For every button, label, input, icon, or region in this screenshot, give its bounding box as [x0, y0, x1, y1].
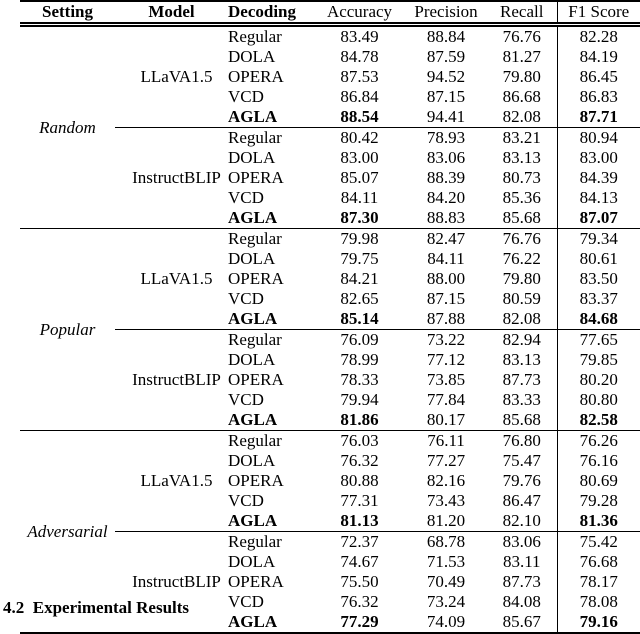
model-label: LLaVA1.5 — [115, 431, 228, 532]
cell-recall: 79.76 — [502, 471, 541, 490]
column-header-f1-score: F1 Score — [557, 1, 640, 25]
cell-accuracy: 85.07 — [340, 168, 379, 187]
cell-f1-score: 84.13 — [557, 188, 640, 208]
cell-decoding: AGLA — [228, 410, 278, 429]
cell-recall: 81.27 — [502, 47, 541, 66]
cell-recall: 83.13 — [502, 148, 541, 167]
cell-accuracy: 80.42 — [314, 128, 405, 149]
cell-precision: 88.83 — [426, 208, 466, 227]
cell-accuracy: 87.53 — [340, 67, 379, 86]
cell-accuracy: 76.32 — [340, 592, 379, 611]
cell-precision: 73.43 — [426, 491, 466, 510]
cell-accuracy: 80.88 — [340, 471, 379, 490]
cell-precision: 88.00 — [426, 269, 466, 288]
cell-recall: 83.33 — [502, 390, 541, 409]
cell-precision: 73.24 — [426, 592, 466, 611]
cell-f1-score: 80.20 — [557, 370, 640, 390]
cell-f1-score: 78.17 — [557, 572, 640, 592]
cell-accuracy: 79.94 — [340, 390, 379, 409]
cell-precision: 82.16 — [426, 471, 466, 490]
model-label: InstructBLIP — [115, 330, 228, 431]
cell-accuracy: 76.32 — [340, 451, 379, 470]
cell-accuracy: 74.67 — [340, 552, 379, 571]
cell-decoding: Regular — [228, 27, 282, 46]
model-label: LLaVA1.5 — [115, 229, 228, 330]
cell-decoding: DOLA — [228, 451, 276, 470]
setting-label: Random — [39, 117, 96, 137]
cell-f1-score: 76.68 — [557, 552, 640, 572]
cell-f1-score: 83.37 — [557, 289, 640, 309]
cell-accuracy: 81.86 — [340, 410, 379, 429]
cell-recall: 83.21 — [487, 128, 557, 149]
cell-precision: 68.78 — [405, 532, 487, 553]
cell-decoding: DOLA — [228, 148, 276, 167]
cell-f1-score: 80.80 — [557, 390, 640, 410]
header-row — [20, 1, 640, 25]
cell-precision: 80.17 — [426, 410, 466, 429]
cell-precision: 76.11 — [405, 431, 487, 452]
cell-precision: 82.47 — [405, 229, 487, 250]
column-header-decoding: Decoding — [228, 1, 314, 25]
cell-f1-score: 80.61 — [557, 249, 640, 269]
cell-recall: 85.67 — [502, 612, 541, 631]
cell-f1-score: 81.36 — [557, 511, 640, 532]
cell-f1-score: 86.45 — [557, 67, 640, 87]
cell-accuracy: 88.54 — [340, 107, 379, 126]
cell-f1-score: 84.68 — [557, 309, 640, 330]
cell-f1-score: 77.65 — [557, 330, 640, 351]
cell-precision: 73.85 — [426, 370, 466, 389]
cell-decoding: VCD — [228, 87, 264, 106]
cell-f1-score: 86.83 — [557, 87, 640, 107]
cell-recall: 76.76 — [487, 229, 557, 250]
cell-accuracy: 87.30 — [340, 208, 379, 227]
cell-f1-score: 76.26 — [557, 431, 640, 452]
cell-recall: 83.11 — [502, 552, 541, 571]
cell-precision: 87.88 — [426, 309, 466, 328]
cell-recall: 82.94 — [487, 330, 557, 351]
cell-recall: 76.80 — [487, 431, 557, 452]
cell-decoding: Regular — [228, 330, 314, 351]
cell-decoding: OPERA — [228, 471, 284, 490]
cell-f1-score: 78.08 — [557, 592, 640, 612]
cell-accuracy: 78.99 — [340, 350, 379, 369]
cell-decoding: Regular — [228, 128, 314, 149]
cell-accuracy: 76.09 — [314, 330, 405, 351]
cell-decoding: AGLA — [228, 107, 278, 126]
cell-recall: 83.13 — [502, 350, 541, 369]
cell-decoding: Regular — [228, 532, 314, 553]
cell-accuracy: 79.98 — [314, 229, 405, 250]
cell-precision: 73.22 — [405, 330, 487, 351]
cell-decoding: VCD — [228, 390, 264, 409]
cell-recall: 85.36 — [502, 188, 541, 207]
cell-f1-score: 82.28 — [557, 25, 640, 48]
cell-precision: 88.84 — [426, 27, 466, 46]
cell-precision: 77.27 — [426, 451, 466, 470]
cell-recall: 87.73 — [502, 370, 541, 389]
cell-f1-score: 79.28 — [557, 491, 640, 511]
cell-recall: 85.68 — [502, 410, 541, 429]
column-header-precision: Precision — [405, 1, 487, 25]
model-label: InstructBLIP — [115, 532, 228, 634]
cell-decoding: AGLA — [228, 208, 278, 227]
cell-precision: 84.20 — [426, 188, 466, 207]
cell-accuracy: 77.29 — [340, 612, 379, 631]
model-label: LLaVA1.5 — [140, 67, 213, 86]
cell-recall: 87.73 — [502, 572, 541, 591]
cell-f1-score: 83.50 — [557, 269, 640, 289]
cell-recall: 75.47 — [502, 451, 541, 470]
cell-precision: 71.53 — [426, 552, 466, 571]
column-header-accuracy: Accuracy — [314, 1, 405, 25]
cell-recall: 86.47 — [502, 491, 541, 510]
column-header-model: Model — [115, 1, 228, 25]
cell-f1-score: 79.34 — [557, 229, 640, 250]
cell-decoding: VCD — [228, 491, 264, 510]
cell-decoding: DOLA — [228, 350, 276, 369]
cell-accuracy: 84.11 — [340, 188, 379, 207]
cell-recall: 76.76 — [502, 27, 541, 46]
cell-recall: 80.59 — [502, 289, 541, 308]
cell-recall: 82.08 — [502, 107, 541, 126]
cell-decoding: Regular — [228, 229, 314, 250]
cell-precision: 94.52 — [426, 67, 466, 86]
cell-precision: 83.06 — [426, 148, 466, 167]
cell-decoding: AGLA — [228, 612, 278, 631]
cell-accuracy: 85.14 — [340, 309, 379, 328]
cell-accuracy: 77.31 — [340, 491, 379, 510]
cell-decoding: VCD — [228, 188, 264, 207]
cell-f1-score: 76.16 — [557, 451, 640, 471]
cell-precision: 81.20 — [426, 511, 466, 530]
cell-recall: 82.10 — [502, 511, 541, 530]
cell-recall: 82.08 — [502, 309, 541, 328]
cell-accuracy: 78.33 — [340, 370, 379, 389]
cell-precision: 78.93 — [405, 128, 487, 149]
cell-precision: 87.15 — [426, 289, 466, 308]
cell-accuracy: 75.50 — [340, 572, 379, 591]
cell-decoding: OPERA — [228, 67, 284, 86]
cell-accuracy: 72.37 — [314, 532, 405, 553]
cell-decoding: OPERA — [228, 269, 284, 288]
cell-accuracy: 79.75 — [340, 249, 379, 268]
cell-f1-score: 79.85 — [557, 350, 640, 370]
cell-precision: 70.49 — [426, 572, 466, 591]
cell-accuracy: 83.49 — [340, 27, 379, 46]
cell-accuracy: 84.21 — [340, 269, 379, 288]
cell-accuracy: 86.84 — [340, 87, 379, 106]
cell-decoding: DOLA — [228, 552, 276, 571]
cell-f1-score: 87.71 — [557, 107, 640, 128]
cell-f1-score: 83.00 — [557, 148, 640, 168]
cell-recall: 79.80 — [502, 67, 541, 86]
cell-precision: 87.15 — [426, 87, 466, 106]
cell-decoding: AGLA — [228, 309, 278, 328]
cell-decoding: OPERA — [228, 572, 284, 591]
table-row — [20, 229, 640, 250]
cell-precision: 88.39 — [426, 168, 466, 187]
cell-decoding: VCD — [228, 289, 264, 308]
setting-label: Adversarial — [20, 431, 115, 634]
column-header-recall: Recall — [487, 1, 557, 25]
cell-recall: 79.80 — [502, 269, 541, 288]
cell-recall: 85.68 — [502, 208, 541, 227]
table-row — [20, 431, 640, 452]
cell-accuracy: 84.78 — [340, 47, 379, 66]
cell-f1-score: 79.16 — [557, 612, 640, 633]
cell-recall: 84.08 — [502, 592, 541, 611]
section-heading: 4.2 Experimental Results — [3, 598, 190, 617]
setting-label: Popular — [20, 229, 115, 431]
cell-accuracy: 82.65 — [340, 289, 379, 308]
cell-recall: 80.73 — [502, 168, 541, 187]
cell-precision: 87.59 — [426, 47, 466, 66]
cell-decoding: OPERA — [228, 370, 284, 389]
cell-accuracy: 76.03 — [314, 431, 405, 452]
cell-f1-score: 82.58 — [557, 410, 640, 431]
cell-f1-score: 84.19 — [557, 47, 640, 67]
cell-decoding: AGLA — [228, 511, 278, 530]
cell-decoding: DOLA — [228, 47, 276, 66]
results-table — [20, 0, 640, 634]
cell-precision: 74.09 — [426, 612, 466, 631]
cell-recall: 76.22 — [502, 249, 541, 268]
column-header-setting: Setting — [20, 1, 115, 25]
cell-recall: 86.68 — [502, 87, 541, 106]
cell-f1-score: 87.07 — [557, 208, 640, 229]
cell-f1-score: 75.42 — [557, 532, 640, 553]
cell-f1-score: 80.69 — [557, 471, 640, 491]
cell-accuracy: 83.00 — [340, 148, 379, 167]
cell-decoding: VCD — [228, 592, 264, 611]
model-label: InstructBLIP — [115, 128, 228, 229]
cell-precision: 94.41 — [426, 107, 466, 126]
cell-recall: 83.06 — [487, 532, 557, 553]
cell-f1-score: 84.39 — [557, 168, 640, 188]
cell-decoding: Regular — [228, 431, 314, 452]
cell-precision: 77.84 — [426, 390, 466, 409]
table-row — [20, 25, 640, 48]
cell-f1-score: 80.94 — [557, 128, 640, 149]
cell-accuracy: 81.13 — [340, 511, 379, 530]
cell-precision: 77.12 — [426, 350, 466, 369]
cell-decoding: DOLA — [228, 249, 276, 268]
cell-decoding: OPERA — [228, 168, 284, 187]
cell-precision: 84.11 — [427, 249, 465, 268]
